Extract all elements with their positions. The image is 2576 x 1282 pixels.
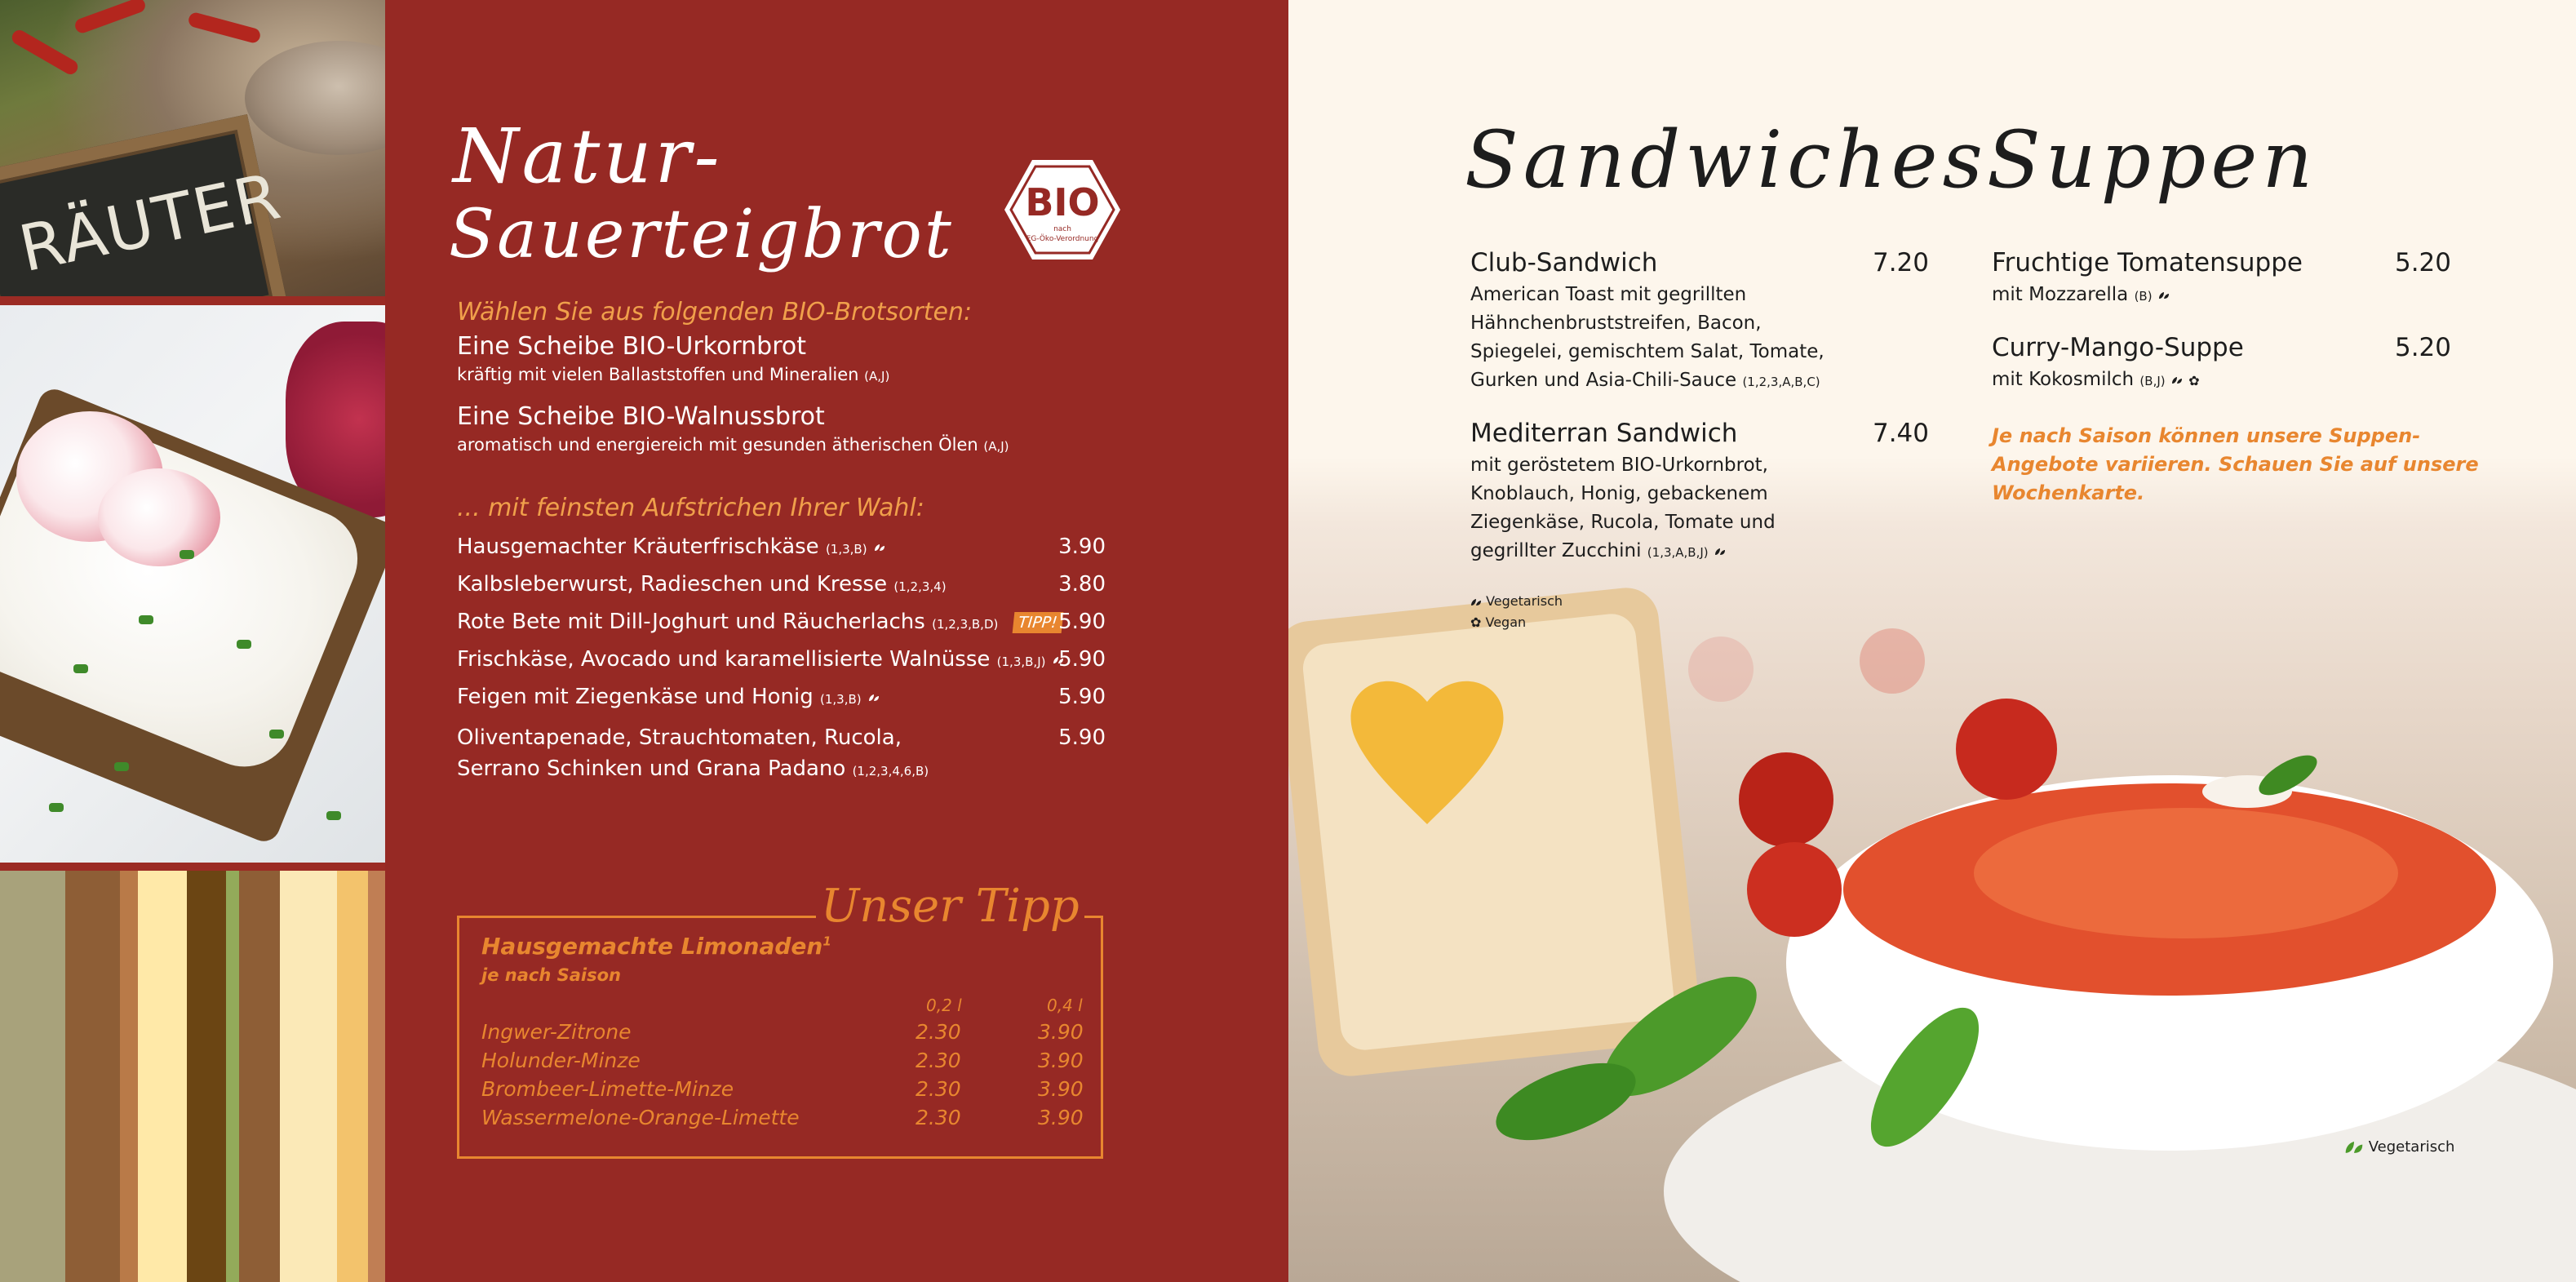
cherry-tomato-image [1739,752,1833,847]
soup-price: 5.20 [2394,333,2451,362]
photo-divider [0,863,385,871]
soup-name: Fruchtige Tomatensuppe [1992,248,2303,277]
spread-name: Rote Bete mit Dill-Joghurt und Räucherlachs [457,610,925,634]
desc-line: American Toast mit gegrillten [1470,284,1747,305]
spread-item [457,722,1106,787]
spread-name: Kalbsleberwurst, Radieschen und Kresse [457,572,888,597]
soup-photo-illustration [1288,457,2576,1282]
radish-slice-image [98,468,220,566]
bio-seal-sub1: nach [1053,225,1071,233]
stripe [187,871,226,1282]
spread-item [457,535,1106,559]
tipp-label: Unser Tipp [816,880,1084,933]
cherry-tomato-image [1956,699,2057,800]
desc-text: mit Kokosmilch [1992,369,2135,390]
chive-image [73,664,88,673]
legend-vegan-label: Vegan [1485,614,1527,630]
bio-seal-sub2: EG-Öko-Verordnung [1026,235,1099,243]
lemonade-title-text: Hausgemachte Limonaden [481,933,823,960]
lemonade-name: Brombeer-Limette-Minze [481,1077,734,1101]
lemonade-row [481,1077,1085,1101]
spread-price: 5.90 [1058,610,1106,634]
sandwich-name: Club-Sandwich [1470,248,1658,277]
chive-image [49,803,64,812]
spread-name-cont: Serrano Schinken und Grana Padano [457,756,846,781]
desc-line: mit geröstetem BIO-Urkornbrot, [1470,455,1768,476]
legend-vegetarian-label: Vegetarisch [1486,593,1563,609]
spread-item [457,572,1106,597]
sandwich-price: 7.40 [1872,419,1929,448]
soup-description [1992,281,2170,311]
note-line: Je nach Saison können unsere Suppen- [1992,424,2421,447]
cream-cheese-bread-photo [0,305,385,863]
sandwich-name: Mediterran Sandwich [1470,419,1738,448]
bread-description [457,435,1009,455]
stripe [138,871,187,1282]
allergen-codes: (1,2,3,4,6,B) [852,764,929,779]
bread-loaf-image [245,41,385,155]
vegetarian-leaf-icon [1470,598,1482,606]
spread-price: 5.90 [1058,647,1106,672]
spread-name: Feigen mit Ziegenkäse und Honig [457,685,814,709]
note-line: Wochenkarte. [1992,481,2145,504]
lemonade-name: Holunder-Minze [481,1049,641,1072]
soup-price: 5.20 [2394,248,2451,277]
stripe [368,871,385,1282]
stripe [239,871,280,1282]
chive-image [326,811,341,820]
spread-price: 5.90 [1058,725,1106,750]
spread-name: Hausgemachter Kräuterfrischkäse [457,535,819,559]
vegetarian-leaf-icon [874,543,885,552]
lemonade-name: Wassermelone-Orange-Limette [481,1106,800,1129]
desc-text: Gurken und Asia-Chili-Sauce [1470,370,1737,391]
sandwich-description [1470,451,1862,567]
allergen-codes: (1,3,B,J) [996,654,1046,669]
bio-seal-main: BIO [1025,180,1100,224]
stripe [65,871,120,1282]
bread-name: Eine Scheibe BIO-Walnussbrot [457,402,825,431]
note-line: Angebote variieren. Schauen Sie auf unsere [1992,453,2479,476]
allergen-codes: (1,3,B) [820,692,862,707]
chive-image [114,762,129,771]
chive-image [237,640,251,649]
stripe [0,871,65,1282]
stripe [280,871,337,1282]
tomato-soup-photo [1288,457,2576,1282]
desc-line-last [1470,366,1862,397]
size-header-large: 0,4 l [1047,996,1083,1015]
spread-name: Oliventapenade, Strauchtomaten, Rucola, [457,725,902,750]
lemonade-price-large: 3.90 [1038,1049,1084,1072]
chili-image [73,0,148,35]
spread-price: 5.90 [1058,685,1106,709]
chalkboard-sign [0,114,288,296]
chive-image [139,615,153,624]
desc-line: Hähnchenbruststreifen, Bacon, [1470,313,1762,334]
vegan-flower-icon: ✿ [1470,614,1482,630]
allergen-codes: (B) [2134,289,2153,304]
lemonade-name: Ingwer-Zitrone [481,1020,632,1044]
tipp-badge: TIPP! [1012,612,1062,633]
photo-vegetarian-label [2344,1138,2454,1156]
sandwich-price: 7.20 [1872,248,1929,277]
photo-vegetarian-text: Vegetarisch [2368,1138,2455,1156]
sandwiches-title: Sandwiches [1465,114,1988,206]
lemonade-price-small: 2.30 [916,1049,961,1072]
lemonade-row [481,1106,1085,1129]
allergen-codes: (A,J) [983,439,1009,454]
allergen-codes: (1,3,B) [825,542,867,557]
chive-image [180,550,194,559]
toast-crumb-image [1301,611,1676,1052]
allergen-codes: (1,2,3,B,D) [932,617,999,632]
desc-line: Knoblauch, Honig, gebackenem [1470,483,1768,504]
desc-line-last [1470,537,1862,567]
bio-title-line1: Natur- [453,113,723,200]
vegetarian-leaf-icon [1714,548,1726,556]
soup-description [1992,366,2200,396]
bread-choice-heading: Wählen Sie aus folgenden BIO-Brotsorten: [457,298,973,326]
bread-desc-text: aromatisch und energiereich mit gesunden ätherischen Ölen [457,435,978,455]
spread-price: 3.90 [1058,535,1106,559]
vegetarian-leaf-icon [2158,291,2170,299]
lemonade-price-small: 2.30 [916,1106,961,1129]
chive-image [269,730,284,739]
stripe [337,871,368,1282]
footnote-mark: 1 [822,934,831,949]
chalkboard-text: RÄUTER [13,159,288,287]
stripe [120,871,138,1282]
chili-image [10,28,81,78]
vegan-flower-icon: ✿ [2188,373,2200,388]
bio-seal-icon [1001,157,1124,263]
bread-description [457,365,889,384]
vegetarian-leaf-icon [868,694,880,702]
lemonade-subtitle: je nach Saison [481,965,621,985]
spread-item [457,685,1106,709]
allergen-codes: (A,J) [864,369,890,384]
lemonade-row [481,1020,1085,1044]
cherry-tomato-image [1747,842,1842,937]
lemonade-title [481,933,831,960]
lemonade-price-small: 2.30 [916,1077,961,1101]
spreads-heading: ... mit feinsten Aufstrichen Ihrer Wahl: [457,494,924,522]
lemonade-price-large: 3.90 [1038,1077,1084,1101]
spread-item [457,610,1106,634]
spread-name-line2 [457,753,1106,787]
vegetarian-leaf-icon [2171,376,2183,384]
bread-desc-text: kräftig mit vielen Ballaststoffen und Mineralien [457,365,859,384]
lemonade-price-large: 3.90 [1038,1106,1084,1129]
spread-price: 3.80 [1058,572,1106,597]
legend-vegan [1470,614,1526,630]
allergen-codes: (B,J) [2139,374,2166,388]
stripe [226,871,239,1282]
desc-text: mit Mozzarella [1992,284,2129,305]
soups-title: Suppen [1987,114,2318,206]
desc-line: Ziegenkäse, Rucola, Tomate und [1470,512,1776,533]
desc-text: gegrillter Zucchini [1470,540,1642,561]
photo-divider [0,296,385,305]
legend-vegetarian [1470,593,1563,609]
lemonade-price-small: 2.30 [916,1020,961,1044]
herb-chalkboard-photo [0,0,385,296]
sandwich-description [1470,281,1862,397]
lemonade-row [481,1049,1085,1072]
soup-season-note [1992,422,2479,508]
allergen-codes: (1,3,A,B,J) [1647,545,1709,560]
spread-name: Frischkäse, Avocado und karamellisierte Walnüsse [457,647,991,672]
size-header-small: 0,2 l [926,996,962,1015]
bread-name: Eine Scheibe BIO-Urkornbrot [457,332,806,361]
bio-title-line2: Sauerteigbrot [449,196,954,273]
chili-image [187,11,262,45]
allergen-codes: (1,2,3,A,B,C) [1742,375,1820,389]
soup-name: Curry-Mango-Suppe [1992,333,2244,362]
vegetarian-leaf-icon [2344,1140,2364,1155]
lemonade-price-large: 3.90 [1038,1020,1084,1044]
allergen-codes: (1,2,3,4) [893,579,947,594]
desc-line: Spiegelei, gemischtem Salat, Tomate, [1470,341,1824,362]
spread-item [457,647,1106,672]
decorative-stripes [0,871,385,1282]
